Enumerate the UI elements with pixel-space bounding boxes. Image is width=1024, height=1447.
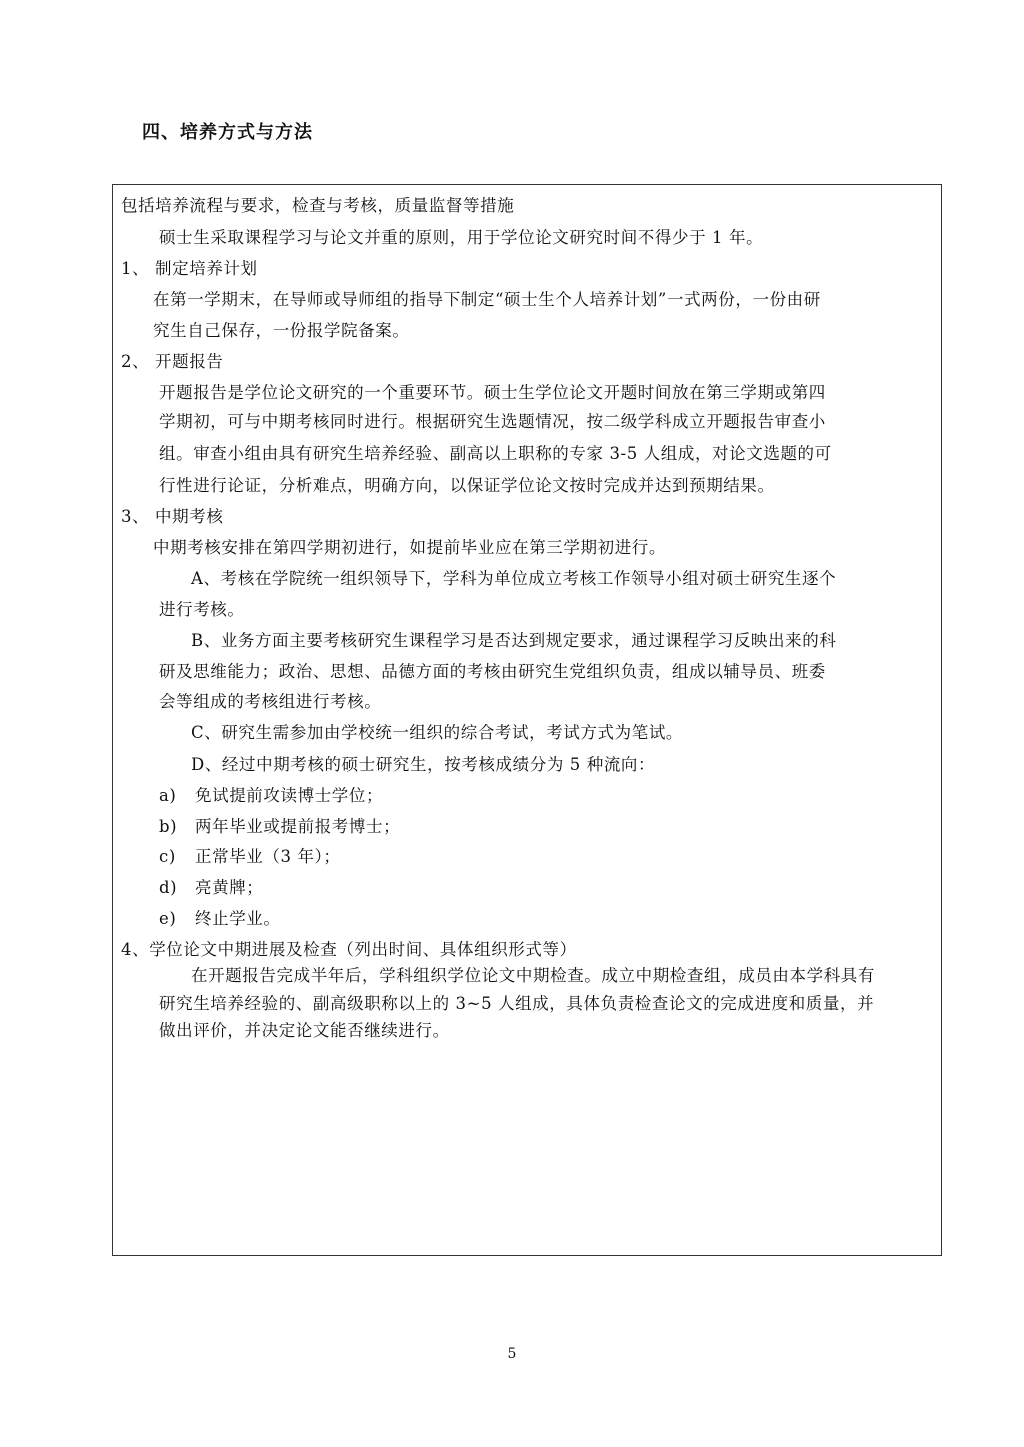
principle-line: 硕士生采取课程学习与论文并重的原则，用于学位论文研究时间不得少于 1 年。 bbox=[159, 228, 764, 247]
s2-line: 开题报告是学位论文研究的一个重要环节。硕士生学位论文开题时间放在第三学期或第四 bbox=[159, 383, 826, 402]
option-text: 免试提前攻读博士学位； bbox=[195, 786, 384, 805]
s2-heading: 2、 开题报告 bbox=[121, 352, 224, 371]
s3-item-b: 研及思维能力；政治、思想、品德方面的考核由研究生党组织负责，组成以辅导员、班委 bbox=[159, 662, 826, 681]
s2-line: 行性进行论证，分析难点，明确方向，以保证学位论文按时完成并达到预期结果。 bbox=[159, 476, 775, 495]
section-title: 四、培养方式与方法 bbox=[142, 122, 313, 143]
s2-line: 组。审查小组由具有研究生培养经验、副高以上职称的专家 3-5 人组成，对论文选题的可 bbox=[159, 444, 832, 463]
s3-item-d: D、经过中期考核的硕士研究生，按考核成绩分为 5 种流向： bbox=[191, 755, 656, 774]
s4-line: 做出评价，并决定论文能否继续进行。 bbox=[159, 1021, 450, 1040]
option-label: b) bbox=[159, 817, 178, 836]
s3-item-a: 进行考核。 bbox=[159, 600, 245, 619]
s4-line: 在开题报告完成半年后，学科组织学位论文中期检查。成立中期检查组，成员由本学科具有 bbox=[191, 966, 875, 985]
s2-line: 学期初，可与中期考核同时进行。根据研究生选题情况，按二级学科成立开题报告审查小 bbox=[159, 412, 826, 431]
option-label: e) bbox=[159, 909, 177, 928]
s3-item-b: 会等组成的考核组进行考核。 bbox=[159, 692, 382, 711]
page-number: 5 bbox=[507, 1346, 517, 1362]
option-text: 两年毕业或提前报考博士； bbox=[195, 817, 401, 836]
intro-line: 包括培养流程与要求，检查与考核，质量监督等措施 bbox=[121, 196, 515, 215]
option-label: c) bbox=[159, 847, 176, 866]
option-text: 亮黄牌； bbox=[195, 878, 264, 897]
s1-line: 在第一学期末，在导师或导师组的指导下制定“硕士生个人培养计划”一式两份，一份由研 bbox=[153, 290, 821, 309]
option-text: 正常毕业（3 年）； bbox=[195, 847, 341, 866]
s1-heading: 1、 制定培养计划 bbox=[121, 259, 258, 278]
option-label: d) bbox=[159, 878, 178, 897]
s3-item-b: B、业务方面主要考核研究生课程学习是否达到规定要求，通过课程学习反映出来的科 bbox=[191, 631, 837, 650]
option-label: a) bbox=[159, 786, 177, 805]
s3-heading: 3、 中期考核 bbox=[121, 507, 224, 526]
content-box bbox=[112, 184, 942, 1256]
s4-line: 研究生培养经验的、副高级职称以上的 3~5 人组成，具体负责检查论文的完成进度和质量，并 bbox=[159, 994, 875, 1013]
s1-line: 究生自己保存，一份报学院备案。 bbox=[153, 321, 410, 340]
s4-heading: 4、学位论文中期进展及检查（列出时间、具体组织形式等） bbox=[121, 940, 577, 959]
s3-item-a: A、考核在学院统一组织领导下，学科为单位成立考核工作领导小组对硕士研究生逐个 bbox=[191, 569, 837, 588]
s3-intro: 中期考核安排在第四学期初进行，如提前毕业应在第三学期初进行。 bbox=[153, 538, 666, 557]
option-text: 终止学业。 bbox=[195, 909, 281, 928]
s3-item-c: C、研究生需参加由学校统一组织的综合考试，考试方式为笔试。 bbox=[191, 723, 684, 742]
